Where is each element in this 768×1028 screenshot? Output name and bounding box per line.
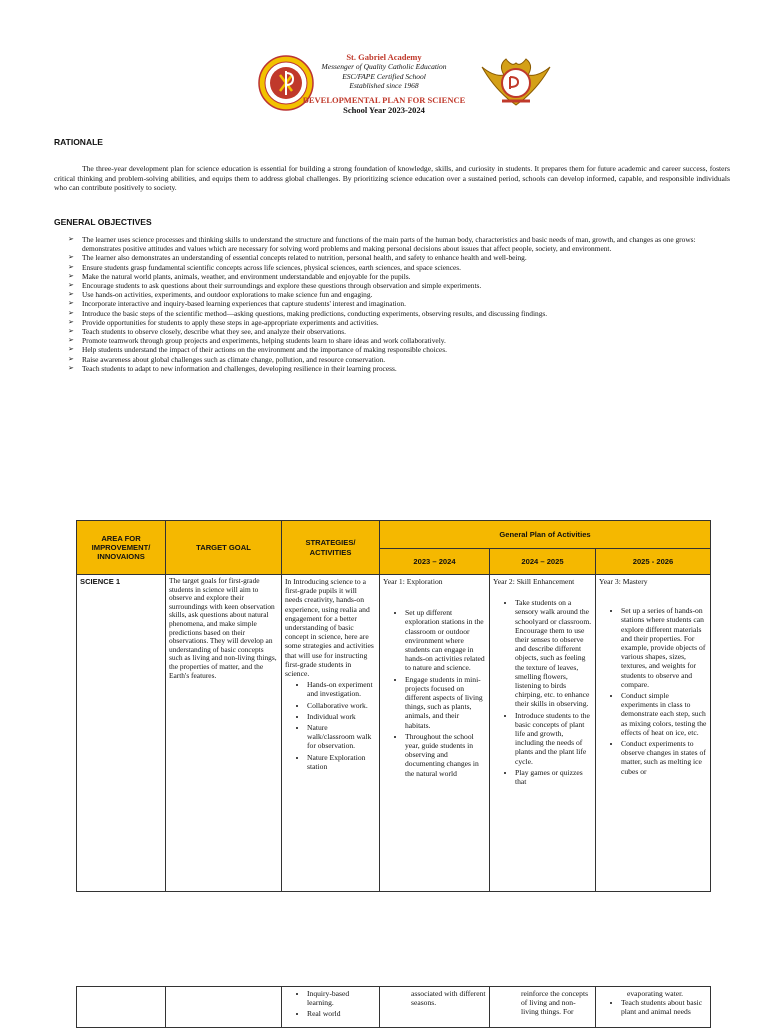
objective-item: [54, 263, 730, 272]
continued-area-cell: [77, 987, 166, 1028]
year-2-item-text: Play games or quizzes that: [515, 767, 583, 787]
arrow-bullet-icon: ➢: [68, 271, 74, 280]
year-1-cell: [380, 575, 490, 892]
objective-item-text: The learner also demonstrates an understanding of essential concepts related to nutrition, personal health, and safety to enhance health and well-being.: [82, 253, 527, 263]
objective-item: [54, 345, 730, 354]
objective-item-text: Incorporate interactive and inquiry-based learning experiences that capture students' interest and imagination.: [82, 299, 406, 309]
arrow-bullet-icon: ➢: [68, 290, 74, 299]
continued-year-3-cell: [596, 987, 711, 1028]
continued-strategy-item-text: Inquiry-based learning.: [307, 989, 350, 1008]
strategy-item: [307, 701, 376, 710]
strategy-item: [307, 680, 376, 698]
objective-item: [54, 355, 730, 364]
year-3-item: [621, 606, 707, 689]
year-3-item: [621, 691, 707, 737]
year-2-list: [493, 598, 592, 786]
objective-item: [54, 336, 730, 345]
arrow-bullet-icon: ➢: [68, 363, 74, 372]
objective-item: [54, 235, 730, 253]
year-3-cell: [596, 575, 711, 892]
objective-item: [54, 281, 730, 290]
arrow-bullet-icon: ➢: [68, 299, 74, 308]
continued-target-cell: [166, 987, 282, 1028]
tagline-3: Established since 1968: [349, 81, 419, 90]
objective-item-text: Use hands-on activities, experiments, and outdoor explorations to make science fun and engaging.: [82, 290, 373, 300]
arrow-bullet-icon: ➢: [68, 317, 74, 326]
arrow-bullet-icon: ➢: [68, 354, 74, 363]
continued-year-2-text: reinforce the concepts of living and non-living things. For: [521, 989, 589, 1017]
plan-table: [76, 520, 711, 892]
header-year-1: 2023 – 2024: [380, 549, 490, 575]
continued-year-3-item-text: Teach students about basic plant and animal needs: [621, 998, 703, 1017]
year-2-item: [515, 598, 592, 708]
continued-strategy-item: [307, 989, 376, 1007]
year-2-item-text: Take students on a sensory walk around the schoolyard or classroom. Encourage them to use their senses to observe and describe different objects, such as feeling the texture of leaves, smelling flowers, listening to birds chirping, etc. to enhance their skills in observing.: [515, 598, 592, 709]
plan-table-continued: [76, 986, 711, 1028]
year-1-item-text: Set up different exploration stations in the classroom or outdoor environment where students can engage in hands-on activities related to nature and science.: [405, 608, 485, 673]
objectives-heading: GENERAL OBJECTIVES: [54, 217, 152, 227]
continued-year-3-item: [621, 998, 707, 1016]
objective-item: [54, 299, 730, 308]
year-1-item-text: Engage students in mini-projects focused on different aspects of living things, such as plants, animals, and their habitats.: [405, 674, 483, 730]
school-name: St. Gabriel Academy: [346, 52, 422, 62]
continued-year-1-text: associated with different seasons.: [411, 989, 486, 1008]
year-2-cell: [490, 575, 596, 892]
area-label: SCIENCE 1: [80, 577, 121, 586]
objective-item: [54, 309, 730, 318]
objective-item-text: Promote teamwork through group projects and experiments, helping students learn to share ideas and work collaboratively.: [82, 336, 446, 346]
year-3-item-text: Set up a series of hands-on stations where students can explore different materials and their properties. For example, provide objects of various shapes, sizes, textures, and weights for students to observe and compare.: [621, 606, 706, 689]
objective-item-text: Ensure students grasp fundamental scientific concepts across life sciences, physical sciences, earth sciences, and space sciences.: [82, 262, 462, 272]
objective-item-text: Help students understand the impact of their actions on the environment and the importance of making responsible choices.: [82, 345, 447, 355]
year-3-item-text: Conduct simple experiments in class to demonstrate each step, such as mixing colors, testing the effects of heat on ice, etc.: [621, 691, 707, 737]
objective-item-text: Make the natural world plants, animals, weather, and environment understandable and enjoyable for the pupils.: [82, 271, 411, 281]
objective-item: [54, 364, 730, 373]
year-1-item: [405, 608, 486, 672]
objective-item-text: Encourage students to ask questions about their surroundings and explore these questions through observation and simple experiments.: [82, 281, 482, 291]
document-header: [0, 52, 768, 115]
strategies-list: [285, 680, 376, 771]
strategy-item: [307, 712, 376, 721]
continued-year-3-list: [599, 998, 707, 1016]
strategies-cell: [282, 575, 380, 892]
year-1-item: [405, 675, 486, 730]
strategy-item-text: Hands-on experiment and investigation.: [307, 680, 373, 699]
strategies-intro: In Introducing science to a first-grade pupils it will needs creativity, hands-on experience, using realia and engagement for a better understanding of basic concept in science, here are some strategies and activities that will use for instructing first-grade students in science.: [285, 577, 374, 679]
year-2-title: Year 2: Skill Enhancement: [493, 577, 575, 586]
header-year-3: 2025 - 2026: [596, 549, 711, 575]
tagline-2: ESC/FAPE Certified School: [342, 71, 426, 81]
continued-strategy-item: [307, 1009, 376, 1018]
objective-item-text: Teach students to observe closely, describe what they see, and analyze their observations.: [82, 327, 346, 337]
rationale-text: The three-year development plan for science education is essential for building a strong foundation of knowledge, skills, and curiosity in students. It prepares them for future academic and career success, fosters critical thinking and problem-solving abilities, and equips them to address global challenges. By prioritizing science education over a sustained period, schools can develop informed, capable, and responsible individuals who can contribute positively to society.: [54, 164, 730, 193]
arrow-bullet-icon: ➢: [68, 262, 74, 271]
year-3-item-text: Conduct experiments to observe changes in states of matter, such as melting ice cubes or: [621, 739, 706, 776]
objectives-list: [54, 235, 730, 373]
header-area: AREA FOR IMPROVEMENT/ INNOVAIONS: [77, 521, 166, 575]
arrow-bullet-icon: ➢: [68, 281, 74, 290]
area-cell: [77, 575, 166, 892]
strategy-item: [307, 723, 376, 751]
arrow-bullet-icon: ➢: [68, 336, 74, 345]
arrow-bullet-icon: ➢: [68, 308, 74, 317]
objective-item-text: The learner uses science processes and thinking skills to understand the structure and functions of the main parts of the human body, characteristics and basic needs of man, growth, and changes as one grows: demonstrates positive attitudes and values which are necessary for solving word problems and making personal decisions about issues that affect people, society, and environment.: [82, 235, 696, 254]
header-strategies: STRATEGIES/ ACTIVITIES: [282, 521, 380, 575]
strategy-item-text: Collaborative work.: [307, 700, 368, 710]
continued-strategies-list: [285, 989, 376, 1019]
continued-year-2-cell: [490, 987, 596, 1028]
arrow-bullet-icon: ➢: [68, 345, 74, 354]
rationale-heading: RATIONALE: [54, 137, 103, 147]
year-1-item-text: Throughout the school year, guide students in observing and documenting changes in the natural world: [405, 731, 479, 778]
objective-item: [54, 272, 730, 281]
header-year-2: 2024 – 2025: [490, 549, 596, 575]
objective-item: [54, 327, 730, 336]
header-target-goal: TARGET GOAL: [166, 521, 282, 575]
plan-title: DEVELOPMENTAL PLAN FOR SCIENCE: [302, 94, 466, 105]
objective-item-text: Raise awareness about global challenges such as climate change, pollution, and resource conservation.: [82, 354, 386, 364]
objective-item: [54, 318, 730, 327]
year-2-item: [515, 711, 592, 766]
table-row: [77, 987, 711, 1028]
table-row: [77, 575, 711, 892]
arrow-bullet-icon: ➢: [68, 235, 74, 243]
school-year: School Year 2023-2024: [343, 104, 425, 115]
year-3-list: [599, 606, 707, 776]
continued-year-1-cell: [380, 987, 490, 1028]
objective-item-text: Teach students to adapt to new information and challenges, developing resilience in their learning process.: [82, 363, 397, 373]
year-1-item: [405, 732, 486, 778]
continued-strategy-item-text: Real world: [307, 1009, 341, 1019]
continued-year-3-text: evaporating water.: [627, 989, 684, 998]
continued-strategies-cell: [282, 987, 380, 1028]
year-3-item: [621, 739, 707, 776]
target-cell: [166, 575, 282, 892]
objective-item: [54, 290, 730, 299]
year-1-list: [383, 608, 486, 778]
objective-item: [54, 253, 730, 262]
year-2-item: [515, 768, 592, 786]
strategy-item: [307, 753, 376, 771]
year-2-item-text: Introduce students to the basic concepts of plant life and growth, including the needs of plants and the plant life cycle.: [515, 710, 590, 766]
year-1-title: Year 1: Exploration: [383, 577, 443, 586]
strategy-item-text: Individual work: [307, 711, 356, 721]
year-3-title: Year 3: Mastery: [599, 577, 648, 586]
strategy-item-text: Nature walk/classroom walk for observation.: [307, 723, 372, 751]
arrow-bullet-icon: ➢: [68, 253, 74, 262]
strategy-item-text: Nature Exploration station: [307, 752, 366, 771]
objective-item-text: Introduce the basic steps of the scientific method—asking questions, making predictions, conducting experiments, observing results, and discussing findings.: [82, 308, 548, 318]
target-text: The target goals for first-grade students in science will aim to observe and explore their surroundings with keen observation skills, ask questions about natural phenomena, and make simple predictions based on their observations. They will develop an understanding of basic concepts such as living and non-living things, the properties of matter, and the Earth's features.: [169, 577, 277, 680]
objective-item-text: Provide opportunities for students to apply these steps in age-appropriate experiments and activities.: [82, 317, 379, 327]
arrow-bullet-icon: ➢: [68, 327, 74, 336]
tagline-1: Messenger of Quality Catholic Education: [321, 62, 447, 71]
header-general-plan: General Plan of Activities: [380, 521, 711, 549]
